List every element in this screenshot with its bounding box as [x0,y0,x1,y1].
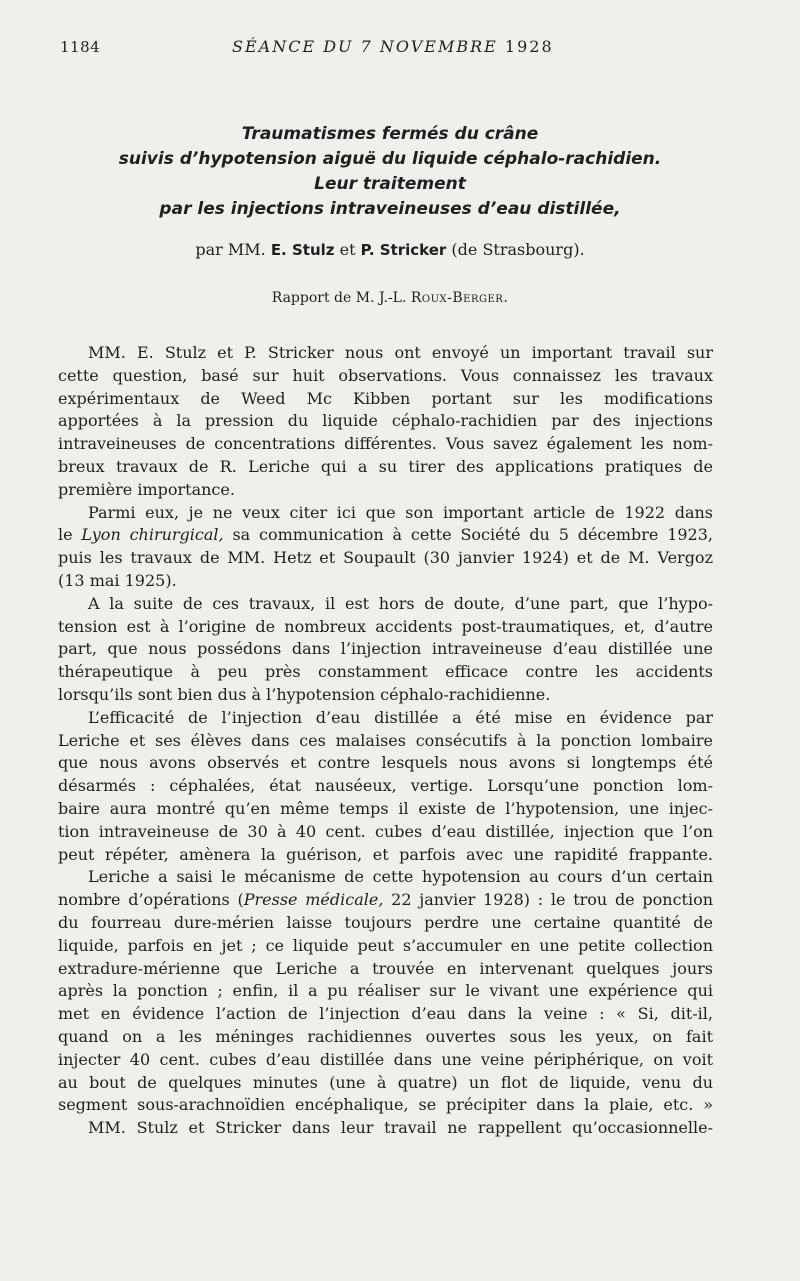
text-line: après la ponction ; enfin, il a pu réaliser sur le vivant une expérience qui [58,981,713,1001]
author-stricker: P. Stricker [360,241,447,259]
text-line: peut répéter, amènera la guérison, et parfois avec une rapidité frappante. [58,844,713,864]
body-text [58,342,713,1140]
text-fragment: 22 janvier 1928) : le trou de ponction [391,890,713,910]
text-line: liquide, parfois en jet ; ce liquide peut s’accumuler en une petite collection [58,935,713,955]
text-line: première importance. [58,479,235,499]
text-line: MM. E. Stulz et P. Stricker nous ont envoyé un important travail sur [88,343,713,362]
running-head-text: SÉANCE DU 7 NOVEMBRE [232,37,498,56]
running-head [232,37,554,56]
journal-title: Lyon chirurgical, [81,525,224,545]
text-line: Parmi eux, je ne veux citer ici que son important article de 1922 dans [88,502,713,522]
text-line: (13 mai 1925). [58,570,177,590]
text-line: du fourreau dure-mérien laisse toujours perdre une certaine quantité de [58,912,713,932]
text-line: puis les travaux de MM. Hetz et Soupault (30 janvier 1924) et de M. Vergoz [58,548,713,568]
text-line: au bout de quelques minutes (une à quatre) un flot de liquide, venu du [58,1072,713,1092]
text-line: que nous avons observés et contre lesquels nous avons si longtemps été [58,753,713,773]
text-line: expérimentaux de Weed Mc Kibben portant sur les modifications [58,388,713,408]
text-line: met en évidence l’action de l’injection d’eau dans la veine : « Si, dit-il, [58,1004,713,1024]
running-head-year: 1928 [504,37,554,56]
text-line: quand on a les méninges rachidiennes ouvertes sous les yeux, on fait [58,1026,713,1046]
text-line: lorsqu’ils sont bien dus à l’hypotension céphalo-rachidienne. [58,684,551,704]
page-number: 1184 [60,38,101,56]
text-line: A la suite de ces travaux, il est hors de doute, d’une part, que l’hypo- [88,593,713,613]
byline-et: et [339,240,356,259]
text-line: intraveineuses de concentrations différentes. Vous savez également les nom- [58,434,713,454]
text-line: thérapeutique à peu près constamment efficace contre les accidents [58,662,713,682]
report-prefix: Rapport de M. J.-L. [271,290,407,306]
text-line: breux travaux de R. Leriche qui a su tirer des applications pratiques de [58,456,713,476]
text-line [58,524,713,547]
text-line: extradure-mérienne que Leriche a trouvée en intervenant quelques jours [58,958,713,978]
text-line: tension est à l’origine de nombreux accidents post-traumatiques, et, d’autre [58,616,713,636]
text-line: tion intraveineuse de 30 à 40 cent. cubes d’eau distillée, injection que l’on [58,821,713,841]
text-fragment: le [58,525,73,545]
text-line: Leriche et ses élèves dans ces malaises consécutifs à la ponction lombaire [58,730,713,750]
text-line: désarmés : céphalées, état nauséeux, vertige. Lorsqu’une ponction lom- [58,776,713,796]
author-stulz: E. Stulz [270,241,335,259]
text-line [58,889,713,912]
text-line: MM. Stulz et Stricker dans leur travail ne rappellent qu’occasionnelle- [88,1118,713,1138]
report-author: Roux-Berger. [410,290,509,306]
byline-par: par MM. [195,240,266,259]
text-line: L’efficacité de l’injection d’eau distillée a été mise en évidence par [88,707,713,727]
title-line: suivis d’hypotension aiguë du liquide céphalo-rachidien. [118,149,662,169]
text-line: baire aura montré qu’en même temps il existe de l’hypotension, une injec- [58,798,713,818]
text-line: Leriche a saisi le mécanisme de cette hypotension au cours d’un certain [88,867,713,887]
title-line: par les injections intraveineuses d’eau distillée, [159,199,621,219]
text-line: injecter 40 cent. cubes d’eau distillée dans une veine périphérique, on voit [58,1049,713,1069]
text-line: segment sous-arachnoïdien encéphalique, se précipiter dans la plaie, etc. » [58,1095,713,1115]
title-line: Leur traitement [314,174,466,194]
report-line [60,288,720,308]
article-title [60,122,720,222]
text-line: cette question, basé sur huit observations. Vous connaissez les travaux [58,365,713,385]
text-line: part, que nous possédons dans l’injection intraveineuse d’eau distillée une [58,639,713,659]
journal-title: Presse médicale, [243,890,384,910]
byline [60,238,720,262]
byline-place: (de Strasbourg). [451,240,585,259]
text-fragment: nombre d’opérations ( [58,890,244,910]
text-fragment: sa communication à cette Société du 5 décembre 1923, [232,525,713,545]
text-line: apportées à la pression du liquide céphalo-rachidien par des injections [58,411,713,431]
title-line: Traumatismes fermés du crâne [241,124,539,144]
